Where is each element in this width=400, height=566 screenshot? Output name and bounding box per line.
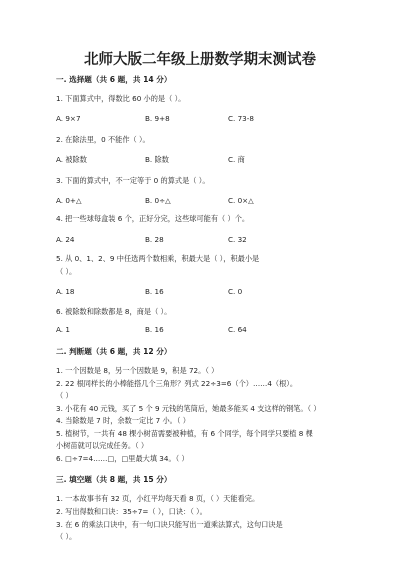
judgement-item: 5. 植树节，一共有 48 棵小树苗需要被种植，有 6 个同学，每个同学只要植 8 棵 (56, 429, 313, 438)
question-stem-continued: （ ）。 (56, 267, 77, 276)
option-c: C. 64 (228, 325, 247, 334)
option-b: B. 除数 (145, 155, 169, 164)
option-b: B. 0÷△ (145, 196, 171, 205)
option-b: B. 28 (145, 235, 164, 244)
section-heading-fill-in: 三. 填空题（共 8 题，共 15 分） (56, 475, 172, 484)
question-stem: 2. 在除法里，0 不能作（ ）。 (56, 135, 150, 144)
option-a: A. 18 (56, 287, 75, 296)
question-stem: 4. 把一些球每盒装 6 个，正好分完，这些球可能有（ ）个。 (56, 214, 250, 223)
judgement-item: 6. □÷7=4……□，□里最大填 34。（ ） (56, 454, 189, 463)
option-c: C. 73-8 (228, 114, 254, 123)
question-stem: 3. 下面的算式中，不一定等于 0 的算式是（ ）。 (56, 176, 210, 185)
judgement-item-continued: 小树苗就可以完成任务。（ ） (56, 441, 149, 450)
option-c: C. 0×△ (228, 196, 254, 205)
fill-in-item: 3. 在 6 的乘法口诀中，有一句口诀只能写出一道乘法算式，这句口诀是 (56, 520, 283, 529)
option-c: C. 32 (228, 235, 247, 244)
option-b: B. 16 (145, 287, 164, 296)
section-heading-judgement: 二. 判断题（共 6 题，共 12 分） (56, 347, 172, 356)
section-heading-choice: 一. 选择题（共 6 题，共 14 分） (56, 75, 172, 84)
option-a: A. 被除数 (56, 155, 87, 164)
question-stem: 5. 从 0、1、2、9 中任选两个数相乘，积最大是（ ），积最小是 (56, 254, 260, 263)
option-b: B. 16 (145, 325, 164, 334)
option-a: A. 0+△ (56, 196, 82, 205)
judgement-item: 4. 当除数是 7 时，余数一定比 7 小。（ ） (56, 416, 190, 425)
page-title: 北师大版二年级上册数学期末测试卷 (84, 51, 316, 68)
fill-in-item-continued: （ ）。 (56, 532, 77, 541)
option-c: C. 商 (228, 155, 245, 164)
judgement-item: 3. 小花有 40 元钱，买了 5 个 9 元钱的笔筒后，她最多能买 4 支这样的钢笔。（ ） (56, 404, 321, 413)
option-c: C. 0 (228, 287, 243, 296)
fill-in-item: 1. 一本故事书有 32 页，小红平均每天看 8 页，（ ）天能看完。 (56, 494, 260, 503)
fill-in-item: 2. 写出得数和口诀：35÷7=（ ），口诀：（ ）。 (56, 507, 207, 516)
judgement-item: 1. 一个因数是 8，另一个因数是 9，积是 72。（ ） (56, 366, 219, 375)
question-stem: 1. 下面算式中，得数比 60 小的是（ ）。 (56, 94, 186, 103)
option-b: B. 9+8 (145, 114, 170, 123)
question-stem: 6. 被除数和除数都是 8，商是（ ）。 (56, 307, 172, 316)
option-a: A. 9×7 (56, 114, 81, 123)
option-a: A. 1 (56, 325, 70, 334)
option-a: A. 24 (56, 235, 75, 244)
judgement-item-continued: （ ） (56, 391, 73, 400)
judgement-item: 2. 22 根同样长的小棒能搭几个三角形？列式 22÷3=6（个）……4（根）。 (56, 379, 298, 388)
